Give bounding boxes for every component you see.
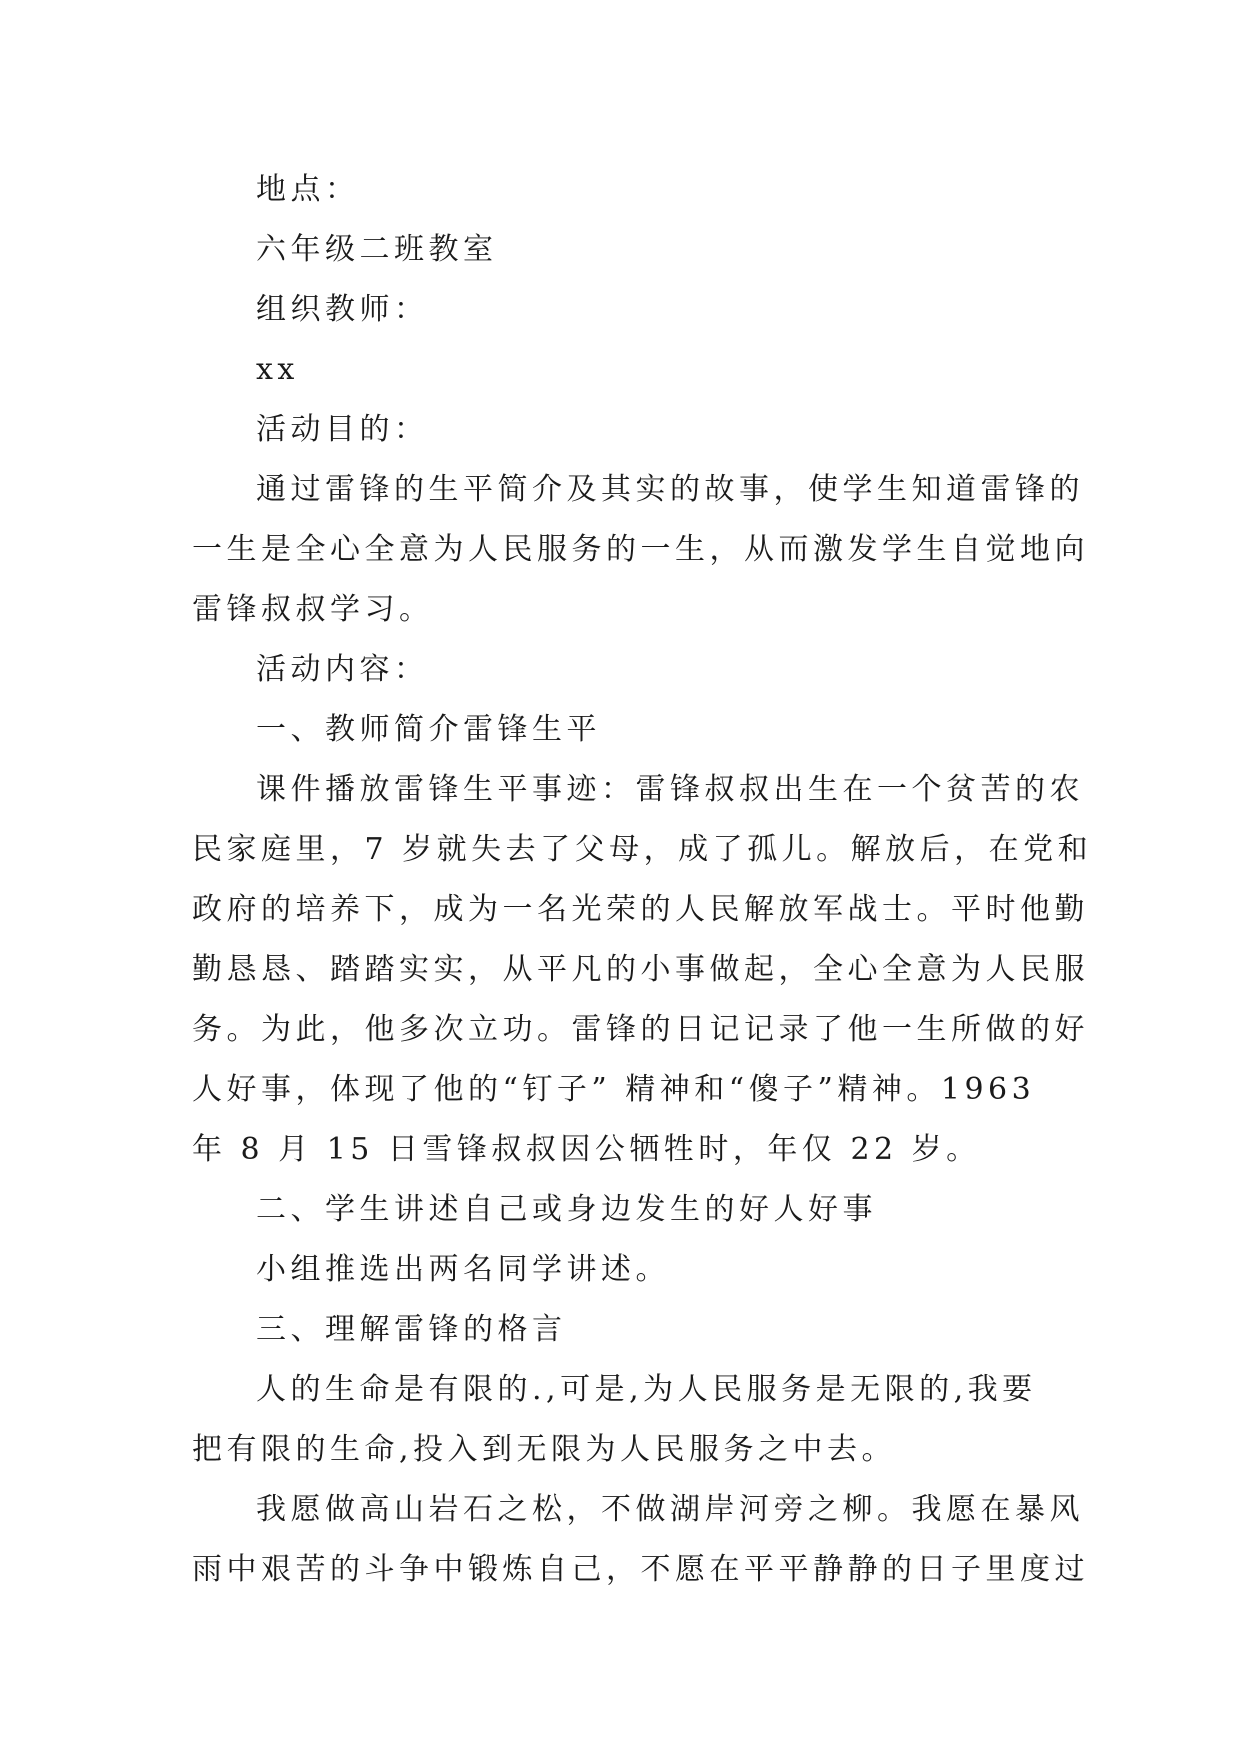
label-location: 地点：	[256, 172, 360, 207]
section-2-text: 小组推选出两名同学讲述。	[256, 1252, 670, 1287]
story-line-4: 勤恳恳、踏踏实实，从平凡的小事做起，全心全意为人民服	[192, 952, 1089, 987]
story-line-7: 年 8 月 15 日雪锋叔叔因公牺牲时，年仅 22 岁。	[192, 1132, 981, 1167]
story-line-1: 课件播放雷锋生平事迹：雷锋叔叔出生在一个贫苦的农	[256, 772, 1084, 807]
purpose-line-3: 雷锋叔叔学习。	[192, 592, 434, 627]
purpose-line-1: 通过雷锋的生平简介及其实的故事，使学生知道雷锋的	[256, 472, 1084, 507]
quote-2-line-1: 我愿做高山岩石之松，不做湖岸河旁之柳。我愿在暴风	[256, 1492, 1084, 1527]
section-heading-2: 二、学生讲述自己或身边发生的好人好事	[256, 1192, 877, 1227]
label-organizer: 组织教师：	[256, 292, 429, 327]
label-content: 活动内容：	[256, 652, 429, 687]
story-line-2: 民家庭里，7 岁就失去了父母，成了孤儿。解放后，在党和	[192, 832, 1093, 867]
value-organizer: xx	[256, 352, 299, 387]
section-heading-3: 三、理解雷锋的格言	[256, 1312, 567, 1347]
quote-1-line-1: 人的生命是有限的.,可是,为人民服务是无限的,我要	[256, 1372, 1037, 1407]
story-line-6: 人好事，体现了他的“钉子” 精神和“傻子”精神。1963	[192, 1072, 1036, 1107]
value-location: 六年级二班教室	[256, 232, 498, 267]
section-heading-1: 一、教师简介雷锋生平	[256, 712, 601, 747]
story-line-3: 政府的培养下，成为一名光荣的人民解放军战士。平时他勤	[192, 892, 1089, 927]
story-line-5: 务。为此，他多次立功。雷锋的日记记录了他一生所做的好	[192, 1012, 1089, 1047]
label-purpose: 活动目的：	[256, 412, 429, 447]
quote-1-line-2: 把有限的生命,投入到无限为人民服务之中去。	[192, 1432, 897, 1467]
quote-2-line-2: 雨中艰苦的斗争中锻炼自己，不愿在平平静静的日子里度过	[192, 1552, 1089, 1587]
purpose-line-2: 一生是全心全意为人民服务的一生，从而激发学生自觉地向	[192, 532, 1089, 567]
document-page	[192, 160, 1093, 1600]
